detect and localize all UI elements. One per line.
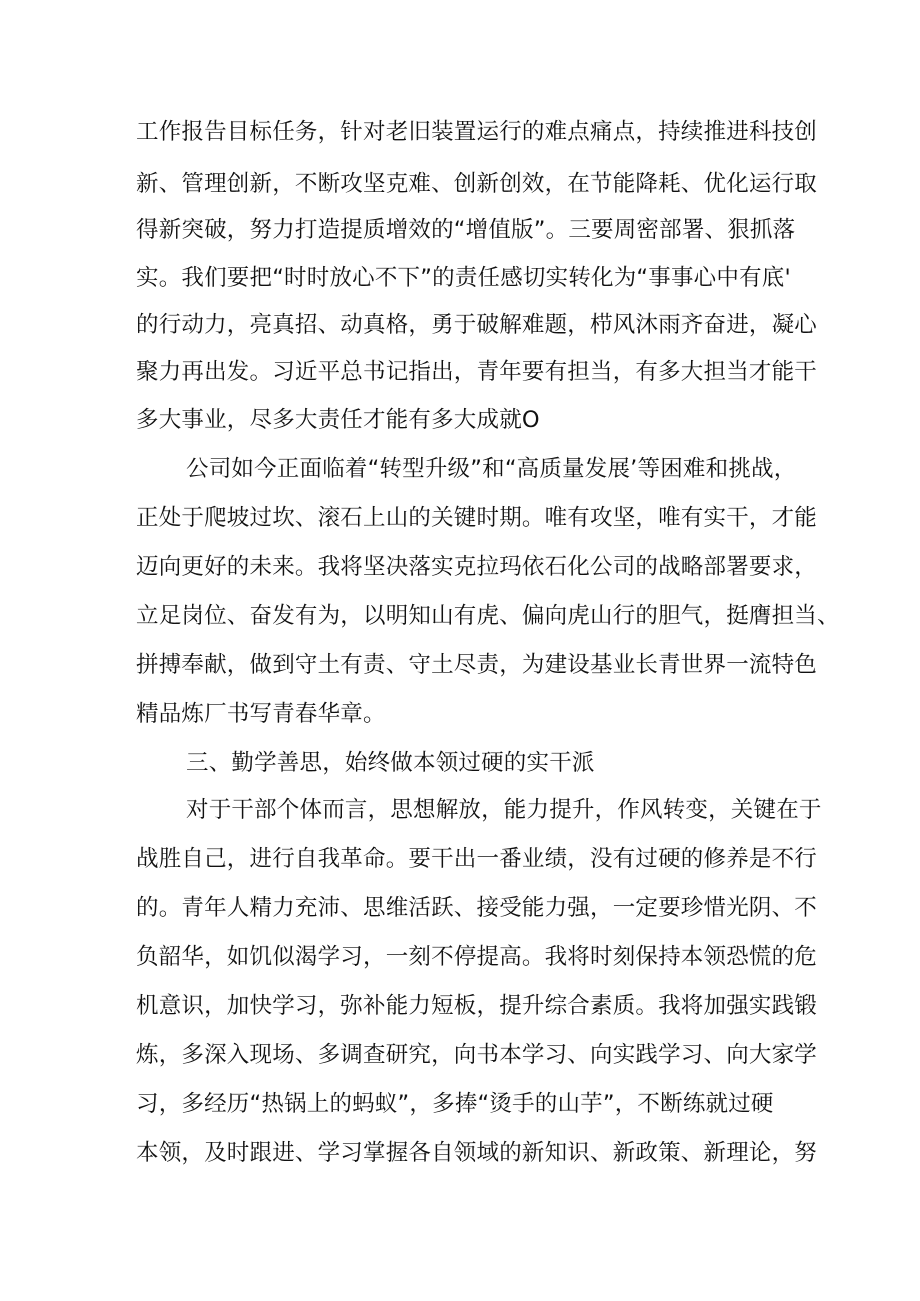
paragraph-1-line: 多大事业，尽多大责任才能有多大成就O bbox=[136, 407, 540, 433]
paragraph-3-line: 习，多经历“热锅上的蚂蚁”，多捧“烫手的山芋”，不断练就过硬 bbox=[136, 1091, 774, 1117]
paragraph-1-line: 新、管理创新，不断攻坚克难、创新创效，在节能降耗、优化运行取 bbox=[136, 171, 818, 197]
paragraph-2-line: 拼搏奉献，做到守土有责、守土尽责，为建设基业长青世界一流特色 bbox=[136, 652, 818, 678]
paragraph-1-line: 聚力再出发。习近平总书记指出，青年要有担当，有多大担当才能干 bbox=[136, 359, 818, 385]
paragraph-3-line: 炼，多深入现场、多调查研究，向书本学习、向实践学习、向大家学 bbox=[136, 1042, 818, 1068]
paragraph-3-line: 对于干部个体而言，思想解放，能力提升，作风转变，关键在于 bbox=[186, 797, 822, 823]
paragraph-3-line: 的。青年人精力充沛、思维活跃、接受能力强，一定要珍惜光阴、不 bbox=[136, 895, 818, 921]
paragraph-3-line: 战胜自己，进行自我革命。要干出一番业绩，没有过硬的修养是不行 bbox=[136, 846, 818, 872]
paragraph-3-line: 负韶华，如饥似渴学习，一刻不停提高。我将时刻保持本领恐慌的危 bbox=[136, 944, 818, 970]
paragraph-3-line: 机意识，加快学习，弥补能力短板，提升综合素质。我将加强实践锻 bbox=[136, 993, 818, 1019]
paragraph-3-line: 本领，及时跟进、学习掌握各自领域的新知识、新政策、新理论，努 bbox=[136, 1140, 818, 1166]
paragraph-1-line: 工作报告目标任务，针对老旧装置运行的难点痛点，持续推进科技创 bbox=[136, 119, 818, 145]
paragraph-1-line: 实。我们要把“时时放心不下”的责任感切实转化为“事事心中有底' bbox=[136, 265, 791, 291]
paragraph-2-line: 精品炼厂书写青春华章。 bbox=[136, 701, 386, 727]
paragraph-1-line: 的行动力，亮真招、动真格，勇于破解难题，栉风沐雨齐奋进，凝心 bbox=[136, 312, 818, 338]
paragraph-2-line: 公司如今正面临着“转型升级”和“高质量发展’等困难和挑战， bbox=[186, 456, 797, 482]
paragraph-2-line: 正处于爬坡过坎、滚石上山的关键时期。唯有攻坚，唯有实干，才能 bbox=[136, 505, 818, 531]
section-heading: 三、勤学善思，始终做本领过硬的实干派 bbox=[186, 750, 595, 776]
paragraph-2-line: 立足岗位、奋发有为，以明知山有虎、偏向虎山行的胆气，挺膺担当、 bbox=[136, 603, 840, 629]
paragraph-2-line: 迈向更好的未来。我将坚决落实克拉玛依石化公司的战略部署要求， bbox=[136, 554, 818, 580]
paragraph-1-line: 得新突破，努力打造提质增效的“增值版”。三要周密部署、狠抓落 bbox=[136, 217, 796, 243]
